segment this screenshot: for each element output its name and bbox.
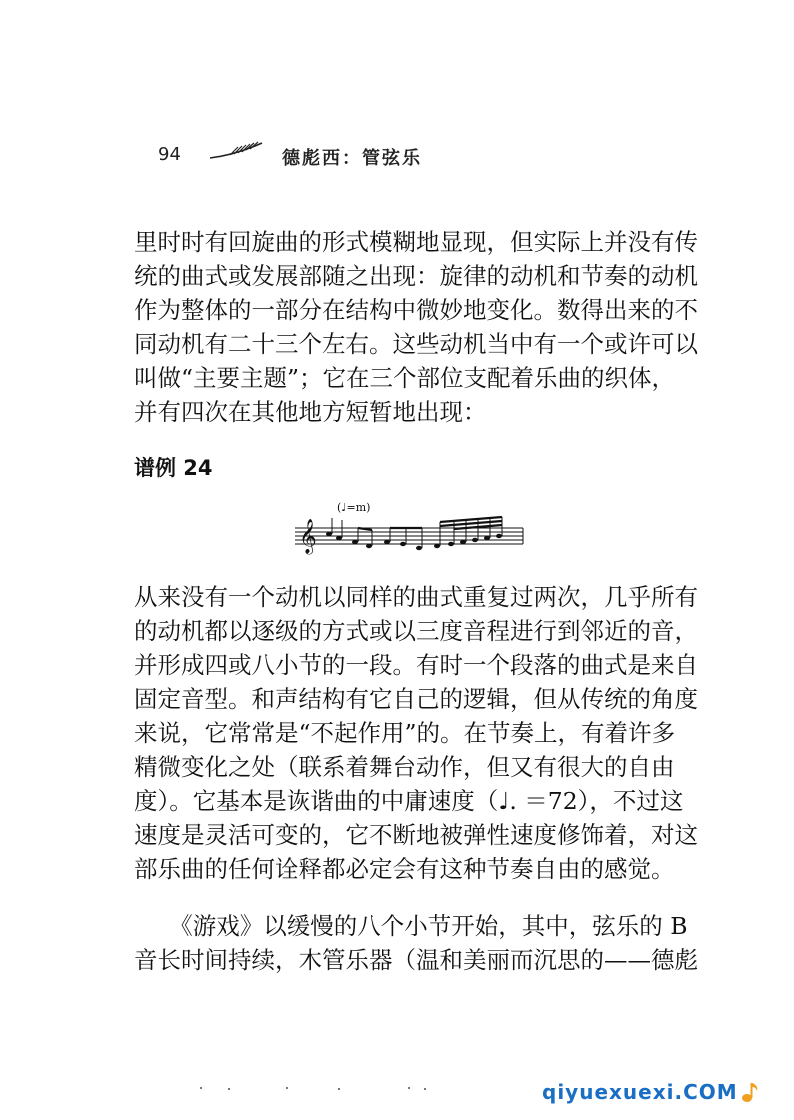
text-line: 并有四次在其他地方短暂地出现：	[134, 398, 487, 426]
text-line: 的动机都以逐级的方式或以三度音程进行到邻近的音，	[134, 617, 698, 645]
paragraph-2	[134, 580, 698, 886]
text-line: 部乐曲的任何诠释都必定会有这种节奏自由的感觉。	[134, 855, 675, 883]
tempo-marking: (♩=m)	[337, 501, 371, 514]
text-line: 音长时间持续，木管乐器（温和美丽而沉思的——德彪	[134, 946, 698, 974]
paragraph-3	[134, 909, 698, 977]
text-line: 来说，它常常是“不起作用”的。在节奏上，有着许多	[134, 719, 676, 747]
text-line: 速度是灵活可变的，它不断地被弹性速度修饰着，对这	[134, 821, 698, 849]
example-label: 谱例 24	[134, 456, 213, 480]
text-line: 固定音型。和声结构有它自己的逻辑，但从传统的角度	[134, 685, 698, 713]
music-note-icon	[740, 1080, 760, 1104]
scan-specks	[198, 1084, 438, 1092]
text-line: 叫做“主要主题”；它在三个部位支配着乐曲的织体，	[134, 364, 676, 392]
treble-clef-icon: 𝄞	[299, 519, 317, 554]
text-line: 度）。它基本是诙谐曲的中庸速度（♩. ＝72），不过这	[134, 787, 684, 815]
text-line: 《游戏》以缓慢的八个小节开始，其中，弦乐的 B	[134, 912, 688, 940]
text-line: 从来没有一个动机以同样的曲式重复过两次，几乎所有	[134, 583, 698, 611]
text-line: 同动机有二十三个左右。这些动机当中有一个或许可以	[134, 330, 698, 358]
site-watermark	[542, 1080, 760, 1104]
text-line: 并形成四或八小节的一段。有时一个段落的曲式是来自	[134, 651, 698, 679]
page-number: 94	[158, 144, 181, 165]
text-line: 统的曲式或发展部随之出现：旋律的动机和节奏的动机	[134, 262, 698, 290]
running-header-title: 德彪西：管弦乐	[282, 148, 422, 169]
notes	[326, 532, 502, 550]
text-line: 作为整体的一部分在结构中微妙地变化。数得出来的不	[134, 296, 698, 324]
paragraph-1	[134, 225, 698, 429]
music-score-excerpt	[295, 498, 525, 560]
text-line: 里时时有回旋曲的形式模糊地显现，但实际上并没有传	[134, 228, 698, 256]
quill-icon	[208, 140, 264, 162]
text-line: 精微变化之处（联系着舞台动作，但又有很大的自由	[134, 753, 675, 781]
watermark-text: qiyuexuexi.COM	[542, 1080, 738, 1104]
